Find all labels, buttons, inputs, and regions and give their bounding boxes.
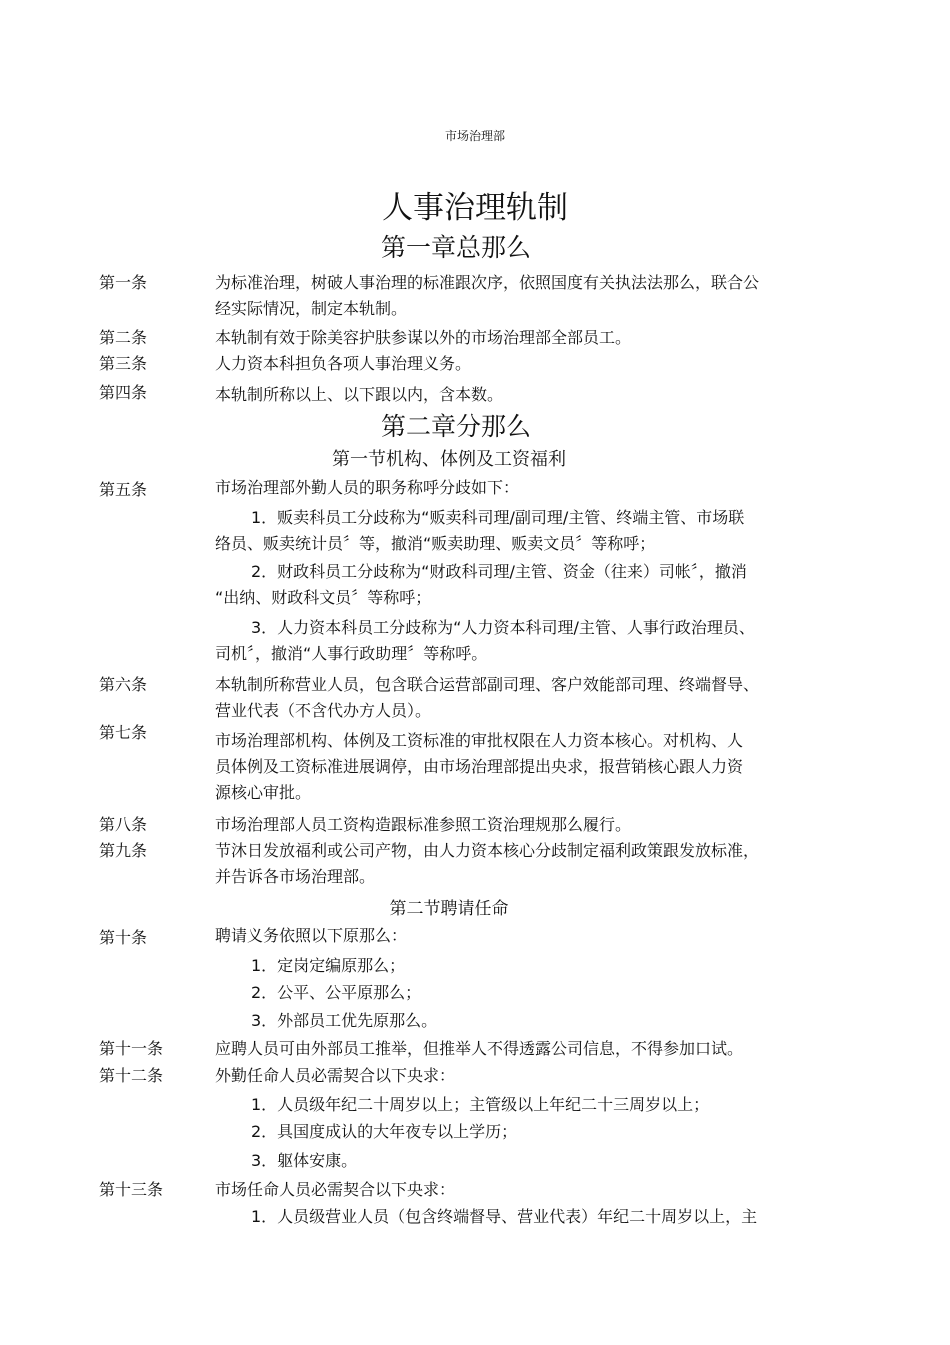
- article-4-label: 第四条: [99, 383, 148, 402]
- chapter-1-heading: 第一章总那么: [380, 233, 531, 262]
- article-3-label: 第三条: [99, 354, 148, 373]
- article-2-label: 第二条: [99, 328, 148, 347]
- article-7-line: 市场治理部机构、体例及工资标准的审批权限在人力资本核心。对机构、人: [215, 731, 744, 750]
- article-12-item-2: 2．具国度成认的大年夜专以上学历；: [251, 1122, 518, 1141]
- article-6-line: 本轨制所称营业人员，包含联合运营部副司理、客户效能部司理、终端督导、: [215, 675, 760, 694]
- page-header: 市场治理部: [444, 129, 505, 143]
- article-12-label: 第十二条: [99, 1066, 164, 1085]
- item-line: 络员、贩卖统计员〞等，撤消“贩卖助理、贩卖文员〞等称呼；: [215, 534, 656, 553]
- article-8-label: 第八条: [99, 815, 148, 834]
- article-12-text: 外勤任命人员必需契合以下央求：: [215, 1066, 456, 1085]
- article-10-text: 聘请义务依照以下原那么：: [215, 926, 408, 945]
- article-1-label: 第一条: [99, 273, 148, 292]
- item-line: 2．财政科员工分歧称为“财政科司理/主管、资金（往来）司帐〞，撤消: [251, 562, 747, 581]
- article-7-line: 员体例及工资标准进展调停，由市场治理部提出央求，报营销核心跟人力资: [215, 757, 744, 776]
- item-line: 1．贩卖科员工分歧称为“贩卖科司理/副司理/主管、终端主管、市场联: [251, 508, 745, 527]
- article-12-item-1: 1．人员级年纪二十周岁以上；主管级以上年纪二十三周岁以上；: [251, 1095, 710, 1114]
- article-6-label: 第六条: [99, 675, 148, 694]
- article-1-line: 为标准治理，树破人事治理的标准跟次序，依照国度有关执法法那么，联合公: [215, 273, 760, 292]
- chapter-2-heading: 第二章分那么: [380, 412, 531, 441]
- article-8-text: 市场治理部人员工资构造跟标准参照工资治理规那么履行。: [215, 815, 632, 834]
- article-3-text: 人力资本科担负各项人事治理义务。: [215, 354, 472, 373]
- article-5-item-1: [215, 505, 835, 557]
- article-10-label: 第十条: [99, 928, 148, 947]
- article-5-text: 市场治理部外勤人员的职务称呼分歧如下：: [215, 478, 520, 497]
- article-6-text: [215, 672, 835, 724]
- article-7-line: 源核心审批。: [215, 783, 312, 802]
- article-9-text: [215, 838, 835, 890]
- article-11-label: 第十一条: [99, 1039, 164, 1058]
- article-9-line: 节沐日发放福利或公司产物，由人力资本核心分歧制定福利政策跟发放标准，: [215, 841, 760, 860]
- article-10-item-2: 2．公平、公平原那么；: [251, 983, 422, 1002]
- article-5-item-2: [215, 559, 835, 611]
- article-13-label: 第十三条: [99, 1180, 164, 1199]
- item-line: “出纳、财政科文员〞等称呼；: [215, 588, 432, 607]
- article-13-text: 市场任命人员必需契合以下央求：: [215, 1180, 456, 1199]
- article-10-item-3: 3．外部员工优先原那么。: [251, 1011, 438, 1030]
- article-9-line: 并告诉各市场治理部。: [215, 867, 376, 886]
- section-2-heading: 第二节聘请任命: [389, 899, 509, 919]
- article-1-text: [215, 270, 835, 322]
- item-line: 司机〞，撤消“人事行政助理〞等称呼。: [215, 644, 488, 663]
- article-4-text: 本轨制所称以上、以下跟以内，含本数。: [215, 385, 504, 404]
- article-7-label: 第七条: [99, 723, 148, 742]
- article-5-item-3: [215, 615, 835, 667]
- article-6-line: 营业代表（不含代办方人员）。: [215, 701, 432, 720]
- article-7-text: [215, 728, 835, 806]
- article-13-item-1: 1．人员级营业人员（包含终端督导、营业代表）年纪二十周岁以上，主: [251, 1207, 758, 1226]
- article-9-label: 第九条: [99, 841, 148, 860]
- article-2-text: 本轨制有效于除美容护肤参谋以外的市场治理部全部员工。: [215, 328, 632, 347]
- article-1-line: 经实际情况，制定本轨制。: [215, 299, 408, 318]
- document-title: 人事治理轨制: [382, 190, 568, 226]
- item-line: 3．人力资本科员工分歧称为“人力资本科司理/主管、人事行政治理员、: [251, 618, 755, 637]
- article-12-item-3: 3．躯体安康。: [251, 1151, 358, 1170]
- article-11-text: 应聘人员可由外部员工推举，但推举人不得透露公司信息，不得参加口试。: [215, 1039, 744, 1058]
- article-10-item-1: 1．定岗定编原那么；: [251, 956, 406, 975]
- section-1-heading: 第一节机构、体例及工资福利: [332, 449, 566, 470]
- article-5-label: 第五条: [99, 480, 148, 499]
